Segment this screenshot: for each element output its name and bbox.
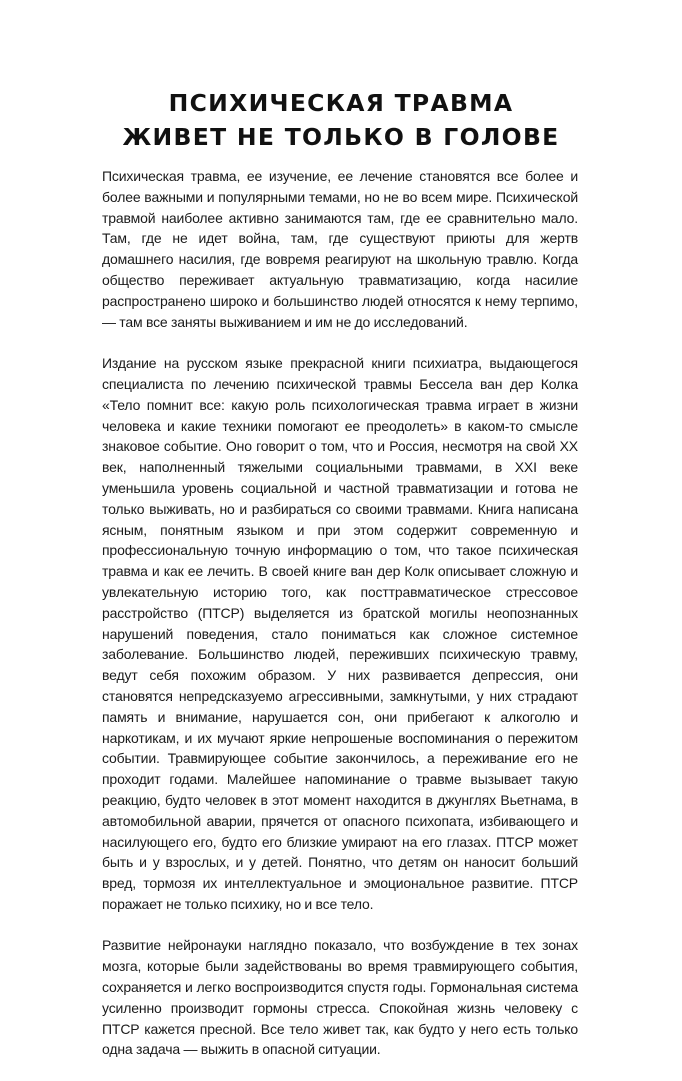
paragraph-1: Психическая травма, ее изучение, ее лечение становятся все более и более важными и популярными темами, но не во всем мире. Психической травмой наиболее активно занимаются там, где ее сравнительно мало. Там, где не идет война, там, где существуют приюты для жертв домашнего насилия, где вовремя реагируют на школьную травлю. Когда общество переживает актуальную травматизацию, когда насилие распространено широко и большинство людей относятся к нему терпимо, — там все заняты выживанием и им не до исследований. (102, 168, 578, 330)
paragraph-2: Издание на русском языке прекрасной книги психиатра, выдающегося специалиста по лечению психической травмы Бессела ван дер Колка «Тело помнит все: какую роль психологическая травма играет в жизни человека и какие техники помогают ее преодолеть» в каком-то смысле знаковое событие. Оно говорит о том, что и Россия, несмотря на свой XX век, наполненный тяжелыми социальными травмами, в XXI веке уменьшила уровень социальной и частной травматизации и готова не только выживать, но и разбираться со своими травмами. Книга написана ясным, понятным языком и при этом содержит современную и профессиональную точную информацию о том, что такое психическая травма и как ее лечить. В своей книге ван дер Колк описывает сложную и увлекательную историю того, как посттравматическое стрессовое расстройство (ПТСР) выделяется из братской могилы неопознанных нарушений поведения, стало пониматься как сложное системное заболевание. Большинство людей, переживших психическую травму, ведут себя похожим образом. У них развивается депрессия, они становятся непредсказуемо агрессивными, замкнутыми, у них страдают память и внимание, нарушается сон, они прибегают к алкоголю и наркотикам, и их мучают яркие непрошеные воспоминания о пережитом событии. Травмирующее событие закончилось, а переживание его не проходит годами. Малейшее напоминание о травме вызывает такую реакцию, будто человек в этот момент находится в джунглях Вьетнама, в автомобильной аварии, прячется от опасного психопата, избивающего и насилующего его, будто его близкие умирают на его глазах. ПТСР может быть и у взрослых, и у детей. Понятно, что детям он наносит больший вред, тормозя их интеллектуальное и эмоциональное развитие. ПТСР поражает не только психику, но и все тело. (102, 355, 578, 912)
page-title-line-1: ПСИХИЧЕСКАЯ ТРАВМА (168, 89, 514, 117)
page-title (0, 86, 682, 154)
page-title-line-2: ЖИВЕТ НЕ ТОЛЬКО В ГОЛОВЕ (122, 123, 560, 151)
paragraph-3: Развитие нейронауки наглядно показало, что возбуждение в тех зонах мозга, которые были задействованы во время травмирующего события, сохраняется и легко воспроизводится спустя годы. Гормональная система усиленно производит гормоны стресса. Спокойная жизнь человеку с ПТСР кажется пресной. Все тело живет так, как будто у него есть только одна задача — выжить в опасной ситуации. (102, 937, 578, 1058)
body-text (102, 166, 578, 1081)
